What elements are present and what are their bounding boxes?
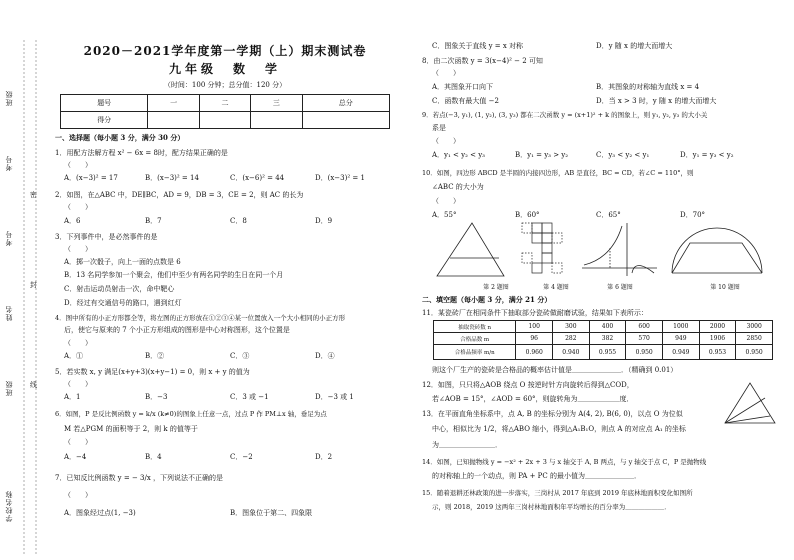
option: A．其图象开口向下: [432, 83, 494, 91]
option: D．y₁ = y₃ < y₂: [680, 151, 734, 159]
side-label-name: 姓名: [5, 305, 13, 321]
answer-paren[interactable]: （ ）: [64, 203, 92, 211]
table-header-cell: 抽取瓷砖数 n: [434, 321, 516, 333]
option: A．掷一次骰子，向上一面的点数是 6: [64, 258, 181, 266]
score-cell: 总分: [302, 95, 389, 112]
option: A．55°: [432, 211, 457, 219]
option: A．6: [64, 217, 81, 225]
option: C．射击运动员射击一次，命中靶心: [64, 285, 175, 293]
answer-paren[interactable]: （ ）: [64, 339, 92, 347]
table-header-cell: 合格品频率 m/n: [434, 345, 516, 360]
question-1: 1．用配方法解方程 x² − 6x = 8时，配方结果正确的是: [55, 149, 228, 157]
score-cell: 二: [199, 95, 250, 112]
figure-2-triangle: [437, 223, 504, 276]
figure-caption: 第 10 题图: [710, 284, 740, 291]
score-cell: 三: [251, 95, 302, 112]
question-6-line1: 6．如图，P 是反比例函数 y = k/x (k≠0)的图象上任意一点，过点 P 作 PM⊥x 轴，垂足为点: [55, 410, 327, 418]
question-14-line2: 的对称轴上的一个动点，则 PA + PC 的最小值为＿＿＿＿＿＿＿．: [432, 472, 641, 480]
table-cell: 282: [553, 333, 590, 345]
option: B．13 名同学参加一个聚会，他们中至少有两名同学的生日在同一个月: [64, 271, 284, 279]
option: B．图象位于第二、四象限: [230, 509, 313, 517]
question-15-line1: 15．随着退耕还林政策的进一步落实，三岗村从 2017 年底到 2019 年底林地面积变化如图所: [422, 489, 693, 497]
section-fill-heading: 二、填空题（每小题 3 分，满分 21 分）: [422, 295, 552, 304]
figure-4-squares: [522, 223, 562, 273]
score-input-cell[interactable]: [251, 112, 302, 129]
table-row: [434, 321, 773, 333]
table-row: [434, 333, 773, 345]
side-label-school: 学校名称: [5, 490, 13, 522]
table-cell: 600: [626, 321, 663, 333]
question-15-line2: 示，则 2018，2019 这两年三岗村林地面积年平均增长的百分率为＿＿＿＿＿＿．: [432, 503, 671, 511]
option: B．(x−3)² = 14: [145, 174, 199, 182]
score-input-cell[interactable]: [302, 112, 389, 129]
option: A．图象经过点(1, −3): [64, 509, 136, 517]
question-9-line1: 9．若点(−3, y₁), (1, y₂), (3, y₃) 都在二次函数 y = (x+1)² + k 的图象上，则 y₁, y₂, y₃ 的大小关: [422, 111, 708, 119]
score-input-cell[interactable]: [148, 112, 199, 129]
figure-12-rotation: [720, 378, 780, 428]
option: B．7: [145, 217, 162, 225]
table-cell: 0.953: [699, 345, 736, 360]
question-13-line2: 中心，相似比为 1/2，将△ABO 缩小，得到△A₁B₁O，则点 A 的对应点 A₁ 的坐标: [432, 425, 686, 433]
option: A．①: [64, 352, 84, 360]
score-table: [60, 94, 390, 129]
binding-lines: [2, 40, 42, 555]
option: D．经过有交通信号的路口，遇到红灯: [64, 299, 182, 307]
question-3: 3．下列事件中，是必然事件的是: [55, 233, 158, 241]
side-label-class: 班级: [5, 90, 13, 106]
table-cell: 1906: [699, 333, 736, 345]
option: C．y₃ < y₂ < y₁: [596, 151, 650, 159]
tile-test-table: [433, 320, 773, 360]
option: D．(x−3)² = 1: [315, 174, 365, 182]
figure-caption: 第 6 题图: [607, 284, 633, 291]
table-cell: 100: [516, 321, 553, 333]
question-2: 2．如图，在△ABC 中，DE∥BC，AD = 9，DB = 3，CE = 2，则 AC 的长为: [55, 191, 304, 199]
cut-mark-1: 密: [30, 191, 37, 199]
score-cell: 一: [148, 95, 199, 112]
question-6-line2: M 若△PGM 的面积等于 2，则 k 的值等于: [64, 425, 198, 433]
exam-title: 2020－2021学年度第一学期（上）期末测试卷: [83, 44, 367, 58]
option: B．60°: [515, 211, 540, 219]
table-cell: 2850: [736, 333, 773, 345]
option: B．−3: [145, 393, 168, 401]
table-cell: 949: [662, 333, 699, 345]
answer-paren[interactable]: （ ）: [432, 137, 460, 145]
answer-paren[interactable]: （ ）: [64, 161, 92, 169]
option: D．当 x > 3 时，y 随 x 的增大而增大: [596, 97, 717, 105]
figure-caption: 第 2 题图: [483, 284, 509, 291]
question-13-line1: 13．在平面直角坐标系中，点 A, B 的坐标分别为 A(4, 2), B(6, 0)，以点 O 为位似: [422, 410, 683, 418]
question-7: 7．已知反比例函数 y = − 3/x ，下列说法不正确的是: [55, 474, 224, 482]
cut-mark-3: 线: [30, 381, 37, 389]
question-10-line2: ∠ABC 的大小为: [432, 183, 484, 191]
option: A．(x−3)² = 17: [64, 174, 118, 182]
option: C．(x−6)² = 44: [230, 174, 285, 182]
option: A．y₁ < y₂ < y₃: [432, 151, 485, 159]
table-cell: 0.940: [553, 345, 590, 360]
option: D．70°: [680, 211, 706, 219]
option: C．3 或 −1: [230, 393, 269, 401]
question-8: 8．由二次函数 y = 3(x−4)² − 2 可知: [422, 57, 543, 65]
option: C．65°: [596, 211, 621, 219]
table-cell: 0.960: [516, 345, 553, 360]
answer-paren[interactable]: （ ）: [64, 491, 92, 499]
side-label-exam-no: 考号: [5, 155, 13, 171]
question-13-line3: 为＿＿＿＿＿＿＿＿．: [432, 441, 502, 449]
option: D．④: [315, 352, 335, 360]
option: C．8: [230, 217, 247, 225]
option: B．其图象的对称轴为直线 x = 4: [596, 83, 700, 91]
table-cell: 300: [553, 321, 590, 333]
question-14-line1: 14．如图，已知抛物线 y = −x² + 2x + 3 与 x 轴交于 A, B 两点，与 y 轴交于点 C，P 是抛物线: [422, 458, 707, 466]
cut-mark-2: 封: [30, 281, 37, 289]
exam-subtitle: 九年级 数 学: [168, 62, 281, 76]
table-cell: 570: [626, 333, 663, 345]
option: C．图象关于直线 y = x 对称: [432, 42, 524, 50]
figure-caption: 第 4 题图: [543, 284, 569, 291]
table-cell: 0.950: [736, 345, 773, 360]
option: C．函数有最大值 −2: [432, 97, 499, 105]
question-12-line2: 若∠AOB = 15°，∠AOD = 60°，则旋转角为＿＿＿＿＿＿度．: [432, 395, 634, 403]
option: D．2: [315, 453, 333, 461]
table-cell: 0.955: [589, 345, 626, 360]
option: A．1: [64, 393, 81, 401]
table-cell: 2000: [699, 321, 736, 333]
question-5: 5．若实数 x, y 满足(x+y+3)(x+y−1) = 0，则 x + y 的值为: [55, 368, 250, 376]
question-9-line2: 系是: [432, 124, 446, 132]
question-12-line1: 12．如图，只只将△AOB 绕点 O 按逆时针方向旋转后得到△COD，: [422, 381, 634, 389]
table-cell: 3000: [736, 321, 773, 333]
question-10-line1: 10．如图，四边形 ABCD 是半圆的内接四边形，AB 是直径，BC = CD，若∠C = 110°，则: [422, 169, 694, 177]
table-cell: 400: [589, 321, 626, 333]
answer-paren[interactable]: （ ）: [64, 438, 92, 446]
question-11-tail: 则这个厂生产的瓷砖是合格品的概率估计值是＿＿＿＿＿＿＿．（精确到 0.01）: [432, 366, 678, 374]
answer-paren[interactable]: （ ）: [432, 69, 460, 77]
binding-strip: [2, 40, 42, 555]
question-4-line1: 4．图中所有的小正方形都全等，将左图的正方形放在①②③④某一位置放入一个大小相同的小正方形: [55, 314, 346, 322]
exam-info: （时间：100 分钟；总分值：120 分）: [163, 81, 287, 89]
option: A．−4: [64, 453, 87, 461]
table-cell: 0.949: [662, 345, 699, 360]
answer-paren[interactable]: （ ）: [432, 197, 460, 205]
score-table-header-row: [61, 95, 390, 112]
question-11: 11．某瓷砖厂在相同条件下抽取部分瓷砖做耐磨试验，结果如下表所示：: [422, 309, 648, 317]
side-label-seat-no: 考号: [5, 230, 13, 246]
figure-6-hyperbola: [582, 223, 657, 276]
score-cell: 得分: [61, 112, 148, 129]
figures-row: [432, 218, 782, 288]
score-table-score-row: [61, 112, 390, 129]
option: B．②: [145, 352, 165, 360]
option: B．4: [145, 453, 162, 461]
option: B．y₁ = y₃ > y₂: [515, 151, 569, 159]
answer-paren[interactable]: （ ）: [64, 245, 92, 253]
table-header-cell: 合格品数 m: [434, 333, 516, 345]
answer-paren[interactable]: （ ）: [64, 380, 92, 388]
option: D．9: [315, 217, 333, 225]
score-input-cell[interactable]: [199, 112, 250, 129]
side-label-class-2: 班级: [5, 380, 13, 396]
option: D．−3 或 1: [315, 393, 354, 401]
table-row: [434, 345, 773, 360]
score-cell: 题号: [61, 95, 148, 112]
option: C．−2: [230, 453, 253, 461]
table-cell: 1000: [662, 321, 699, 333]
section-choice-heading: 一、选择题（每小题 3 分，满分 30 分）: [55, 133, 185, 142]
option: D．y 随 x 的增大而增大: [596, 42, 673, 50]
table-cell: 0.950: [626, 345, 663, 360]
table-cell: 382: [589, 333, 626, 345]
table-cell: 96: [516, 333, 553, 345]
option: C．③: [230, 352, 250, 360]
figure-10-semicircle: [672, 228, 762, 273]
question-4-line2: 后，使它与原来的 7 个小正方形组成的图形是中心对称图形，这个位置是: [64, 326, 290, 334]
